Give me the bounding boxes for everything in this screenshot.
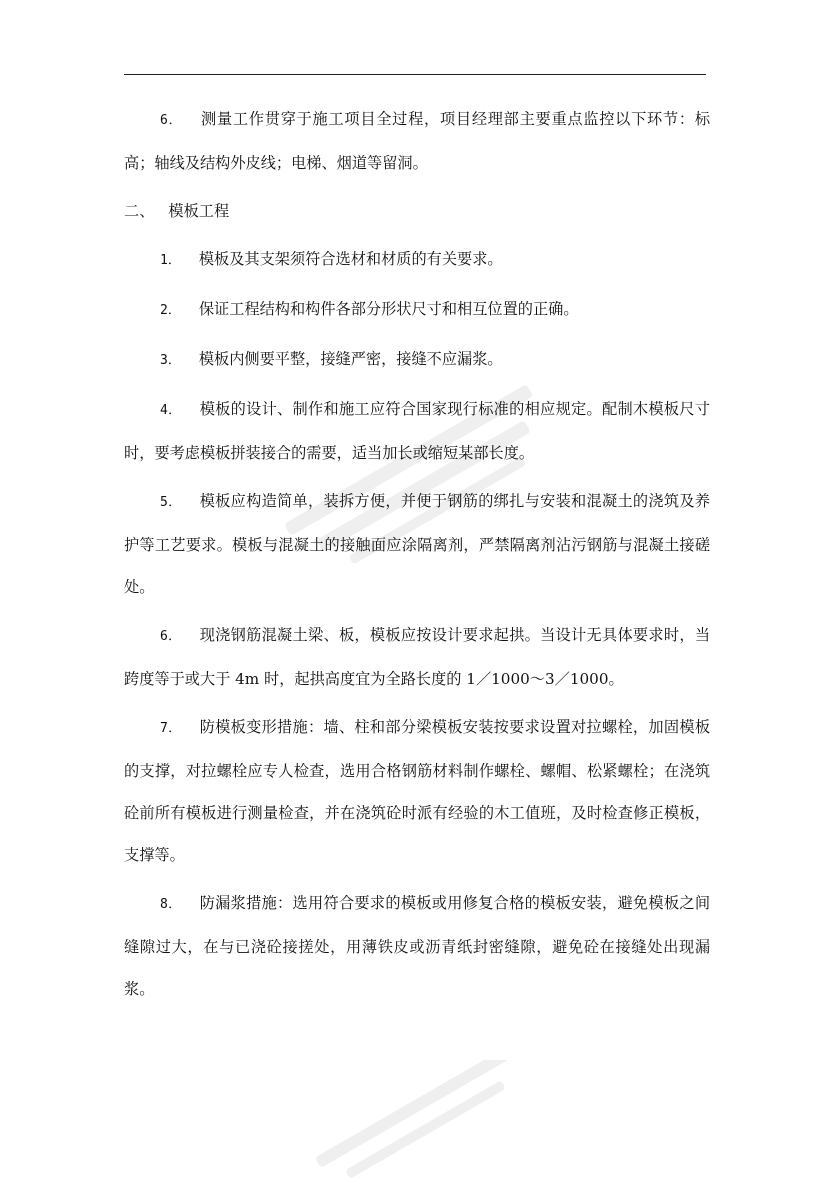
header-rule: [124, 74, 706, 75]
watermark-graphic-bottom: [300, 1060, 540, 1180]
paragraph-text: 测量工作贯穿于施工项目全过程，项目经理部主要重点监控以下环节：标高；轴线及结构外皮线；电梯、烟道等留洞。: [124, 110, 711, 172]
paragraph-number: 7．: [160, 721, 182, 736]
paragraph-number: 5．: [160, 495, 182, 510]
paragraph-text: 模板的设计、制作和施工应符合国家现行标准的相应规定。配制木模板尺寸时，要考虑模板拼装接合的需要，适当加长或缩短某部长度。: [124, 400, 711, 462]
paragraph-number: 6．: [160, 113, 183, 128]
paragraph-text: 保证工程结构和构件各部分形状尺寸和相互位置的正确。: [198, 300, 579, 318]
paragraph-item-4: [124, 388, 710, 474]
paragraph-text: 模板内侧要平整，接缝严密，接缝不应漏浆。: [198, 350, 503, 368]
paragraph-number: 4．: [160, 403, 182, 418]
paragraph-text: 模板及其支架须符合选材和材质的有关要求。: [198, 250, 503, 268]
paragraph-item-2: [124, 288, 710, 332]
paragraph-number: 2．: [160, 303, 181, 318]
document-body: [124, 98, 710, 1010]
paragraph-item-3: [124, 338, 710, 382]
paragraph-item-6: [124, 614, 710, 700]
paragraph-measurement: [124, 98, 710, 184]
section-heading-formwork: [124, 190, 710, 232]
paragraph-text: 防漏浆措施：选用符合要求的模板或用修复合格的模板安装，避免模板之间缝隙过大，在与已浇砼接搓处，用薄铁皮或沥青纸封密缝隙，避免砼在接缝处出现漏浆。: [124, 894, 711, 998]
paragraph-number: 8．: [160, 897, 182, 912]
paragraph-item-7: [124, 706, 710, 876]
section-number: 二、: [124, 202, 155, 220]
paragraph-text: 模板应构造简单，装拆方便，并便于钢筋的绑扎与安装和混凝土的浇筑及养护等工艺要求。模板与混凝土的接触面应涂隔离剂，严禁隔离剂沾污钢筋与混凝土接磋处。: [124, 492, 711, 596]
paragraph-text: 防模板变形措施：墙、柱和部分梁模板安装按要求设置对拉螺栓，加固模板的支撑，对拉螺栓应专人检查，选用合格钢筋材料制作螺栓、螺帽、松紧螺栓；在浇筑砼前所有模板进行测量检查，并在浇筑砼时派有经验的木工值班，及时检查修正模板，支撑等。: [124, 718, 711, 864]
paragraph-text: 现浇钢筋混凝土梁、板，模板应按设计要求起拱。当设计无具体要求时，当跨度等于或大于 4m 时，起拱高度宜为全路长度的 1／1000～3／1000。: [124, 626, 711, 688]
paragraph-number: 1．: [160, 253, 181, 268]
paragraph-number: 3．: [160, 353, 181, 368]
paragraph-number: 6．: [160, 629, 182, 644]
paragraph-item-8: [124, 882, 710, 1010]
paragraph-item-1: [124, 238, 710, 282]
paragraph-item-5: [124, 480, 710, 608]
section-title: 模板工程: [168, 202, 230, 220]
